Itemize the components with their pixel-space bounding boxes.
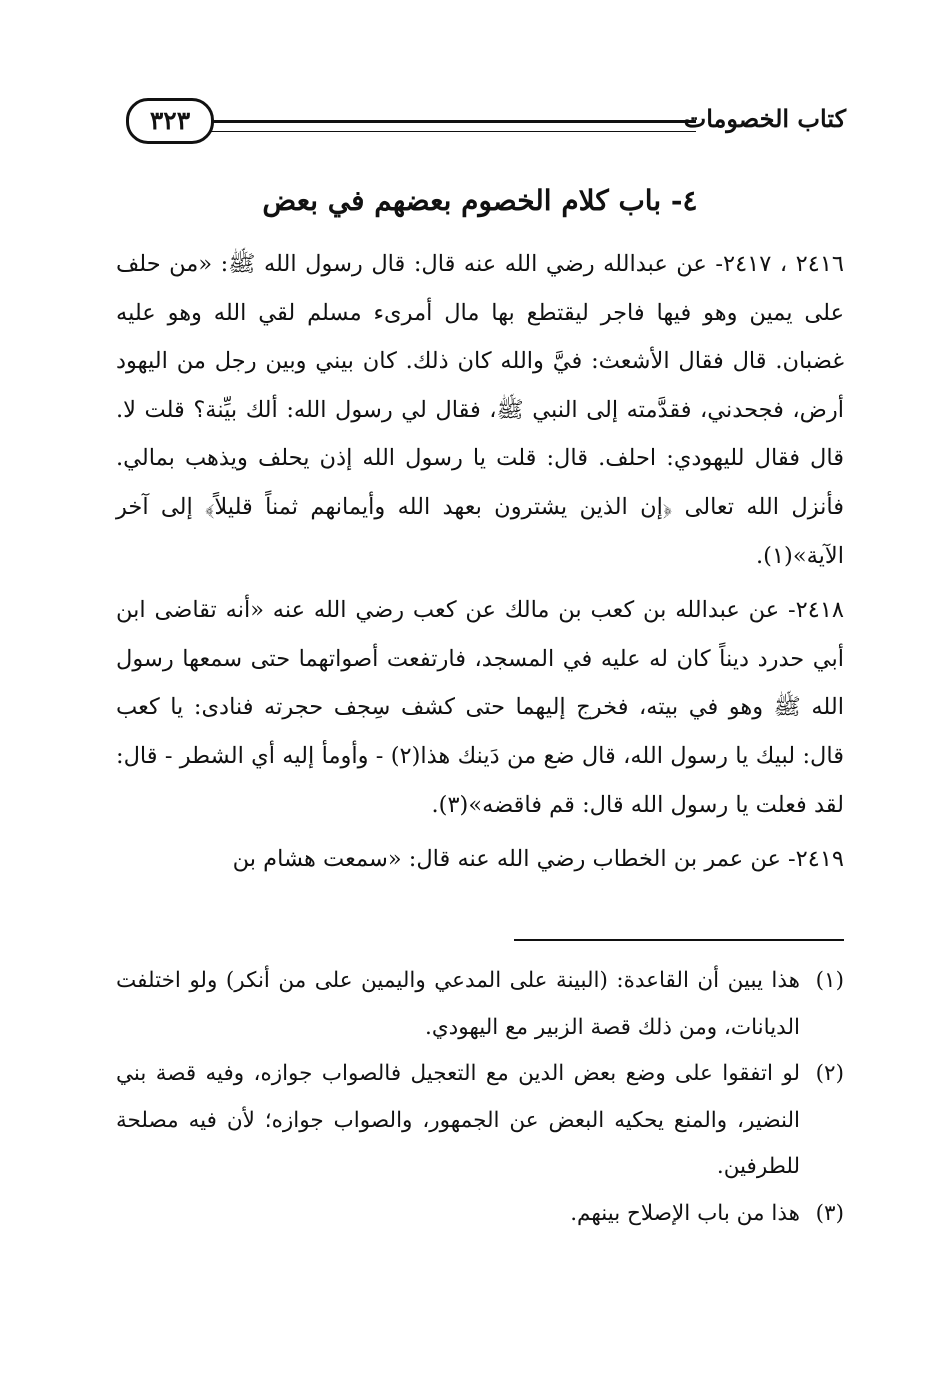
footnotes bbox=[116, 958, 844, 1238]
footnote-text: هذا من باب الإصلاح بينهم. bbox=[570, 1200, 800, 1226]
header-double-rule bbox=[196, 120, 696, 132]
footnote-item bbox=[116, 1051, 844, 1191]
running-title: كتاب الخصومات bbox=[683, 104, 846, 133]
hadith-paragraph: ٢٤١٩- عن عمر بن الخطاب رضي الله عنه قال: «سمعت هشام بن bbox=[232, 846, 844, 873]
footnote-number: (٣) bbox=[815, 1200, 844, 1226]
page-number-badge: ٣٢٣ bbox=[126, 98, 214, 144]
footnote-item bbox=[116, 958, 844, 1051]
footnote-number: (٢) bbox=[815, 1061, 844, 1087]
footnote-item bbox=[116, 1191, 844, 1238]
footnote-number: (١) bbox=[815, 968, 844, 993]
hadith-paragraph: ٢٤١٦ ، ٢٤١٧- عن عبدالله رضي الله عنه قال: قال رسول الله ﷺ: «من حلف على يمين وهو فيها فاجر ليقتطع بها مال أمرىء مسلم لقي الله وهو عليه غضبان. قال فقال الأشعث: فيَّ والله كان ذلك. كان بيني وبين رجل من اليهود أرض، فجحدني، فقدَّمته إلى النبي ﷺ، فقال لي رسول الله: ألك بيِّنة؟ قلت لا. قال فقال لليهودي: احلف. قال: قلت يا رسول الله إذن يحلف ويذهب بمالي. فأنزل الله تعالى ﴿إن الذين يشترون بعهد الله وأيمانهم ثمناً قليلاً﴾ إلى آخر الآية»(١). bbox=[116, 251, 844, 569]
chapter-title: ٤- باب كلام الخصوم بعضهم في بعض bbox=[262, 184, 698, 217]
main-text bbox=[116, 240, 844, 890]
hadith-paragraph: ٢٤١٨- عن عبدالله بن كعب بن مالك عن كعب رضي الله عنه «أنه تقاضى ابن أبي حدرد ديناً كان له عليه في المسجد، فارتفعت أصواتهما حتى سمعها رسول الله ﷺ وهو في بيته، فخرج إليهما حتى كشف سِجف حجرته فنادى: يا كعب قال: لبيك يا رسول الله، قال ضع من دَينك هذا(٢) - وأومأ إليه أي الشطر - قال: لقد فعلت يا رسول الله قال: قم فاقضه»(٣). bbox=[116, 597, 844, 818]
footnote-text: لو اتفقوا على وضع بعض الدين مع التعجيل فالصواب جوازه، وفيه قصة بني النضير، والمنع يحكيه البعض عن الجمهور، والصواب جوازه؛ لأن فيه مصلحة للطرفين. bbox=[116, 1061, 800, 1180]
footnote-separator bbox=[514, 939, 844, 941]
page-header bbox=[118, 96, 846, 150]
footnote-text: هذا يبين أن القاعدة: (البينة على المدعي واليمين على من أنكر) ولو اختلفت الديانات، ومن ذلك قصة الزبير مع اليهودي. bbox=[116, 968, 800, 1040]
